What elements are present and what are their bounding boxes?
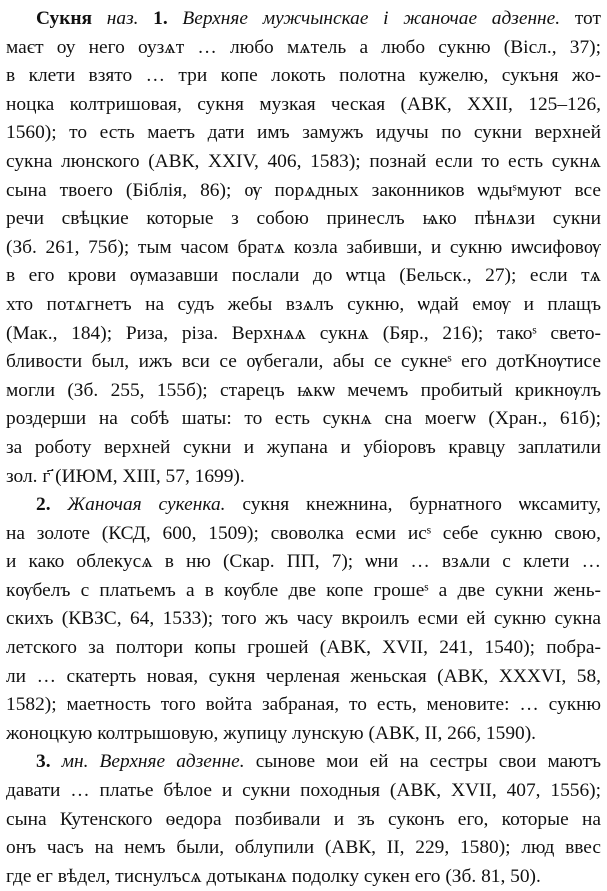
citation-text: сынове мои ей на сестры свои маютъ [255,751,601,773]
citation-line: ли … скатерть новая, сукня черленая женьская (АВК, ХХХVІ, 58, [6,665,601,687]
sense-definition: Жаночая сукенка. [67,494,226,516]
sense-first-line: 2. Жаночая сукенка. сукня кнежнина, бурнатного ѡксамиту, [36,494,601,516]
citation-line: сына Кутенского ѳедора позбивали и зъ суконъ его, которые на [6,808,601,830]
citation-line: могли (Зб. 255, 155б); старецъ ѩкѡ мечемъ пробитый крикнѹлъ [6,379,601,401]
citation-line: сукна люнского (АВК, ХХІV, 406, 1583); познай если то есть сукнѧ [6,150,601,172]
citation-line: (Зб. 261, 75б); тым часом братѧ козла забивши, и сукню иѡсифовѹ [6,236,601,258]
citation-line: в его крови ѹмазавши послали до ѡтца (Бельск., 27); если тѧ [6,265,601,287]
citation-text: тот [574,8,601,29]
citation-line: за роботу верхней сукни и жупана и убіоровъ кравцу заплатили [6,436,601,458]
sense-number: 3 [36,751,46,773]
citation-line: и како облекусѧ в ню (Скар. ПП, 7); ѡни … взѧли с клети … [6,551,601,573]
citation-line: кѹбелъ с платьемъ а в кѹбле две копе грошеˢ а две сукни жень- [6,579,601,601]
sense-definition: мн. Верхняе адзенне. [61,751,245,773]
sense-definition: Верхняе мужчынскае і жаночае адзенне. [182,8,561,29]
sense-first-line: 3. мн. Верхняе адзенне. сынове мои ей на сестры свои маютъ [36,751,601,773]
citation-line: жоноцкую колтрышовую, жупицу лунскую (АВК, ІІ, 266, 1590). [6,722,537,744]
citation-text: сукня кнежнина, бурнатного ѡксамиту, [242,494,601,516]
part-of-speech: наз. [106,8,139,29]
citation-line: где ег вѣдел, тиснулъсѧ дотыканѧ подолку сукен его (Зб. 81, 50). [6,865,541,887]
dictionary-entry [6,0,601,891]
citation-line: летского за полтори копы грошей (АВК, ХVІІ, 241, 1540); побра- [6,637,601,659]
sense-number: 2 [36,494,46,516]
citation-line: в клети взято … три копе локоть полотна кужелю, сукъня жо- [6,65,601,87]
citation-line: скихъ (КВЗС, 64, 1533); того жъ часу вкроилъ есми ей сукню сукна [6,608,601,630]
citation-line: речи свѣцкие которые з собою принеслъ ѩко пѣнѧзи сукни [6,208,601,230]
citation-line: роздерши на собѣ шаты: то есть сукнѧ сна моегѡ (Хран., 61б); [6,408,601,430]
sense-2 [6,491,601,748]
citation-line: сына твоего (Біблія, 86); ѹ порѧдных законников ѡдыˢмуют все [6,179,601,201]
sense-1 [6,5,601,491]
sense-3 [6,748,601,891]
headword: Сукня [36,8,93,29]
sense-number: 1 [153,8,163,29]
citation-line: 1560); то есть маетъ дати имъ замужъ идучы по сукни верхней [6,122,601,144]
citation-line: хто потѧгнетъ на судъ жебы взѧлъ сукню, ѡдай емѹ и плащъ [6,293,601,315]
citation-line: бливости был, ижъ вси се ѹбегали, абы се сукнеˢ его дотКнѹтисе [6,351,601,373]
citation-line: на золоте (КСД, 600, 1509); своволка есми исˢ себе сукню свою, [6,522,601,544]
citation-line: (Мак., 184); Риза, різа. Верхнѧѧ сукнѧ (Бяр., 216); такоˢ свето- [6,322,601,344]
citation-line: зол. г҃ (ИЮМ, ХІІІ, 57, 1699). [6,465,245,487]
citation-line: ноцка колтришовая, сукня музкая ческая (АВК, ХХІІ, 125–126, [6,93,601,115]
citation-line: маєт оу него оузѧт … любо мѧтель а любо сукню (Вісл., 37); [6,36,601,58]
citation-line: онъ часъ на немъ были, облупили (АВК, ІІ, 229, 1580); люд ввес [6,837,601,859]
citation-line: давати … платье бѣлое и сукни походныя (АВК, ХVІІ, 407, 1556); [6,780,601,802]
citation-line: 1582); маетность того войта забраная, то есть, меновите: … сукню [6,694,601,716]
entry-first-line: Сукня наз. 1. Верхняе мужчынскае і жаночае адзенне. тот [36,8,601,29]
